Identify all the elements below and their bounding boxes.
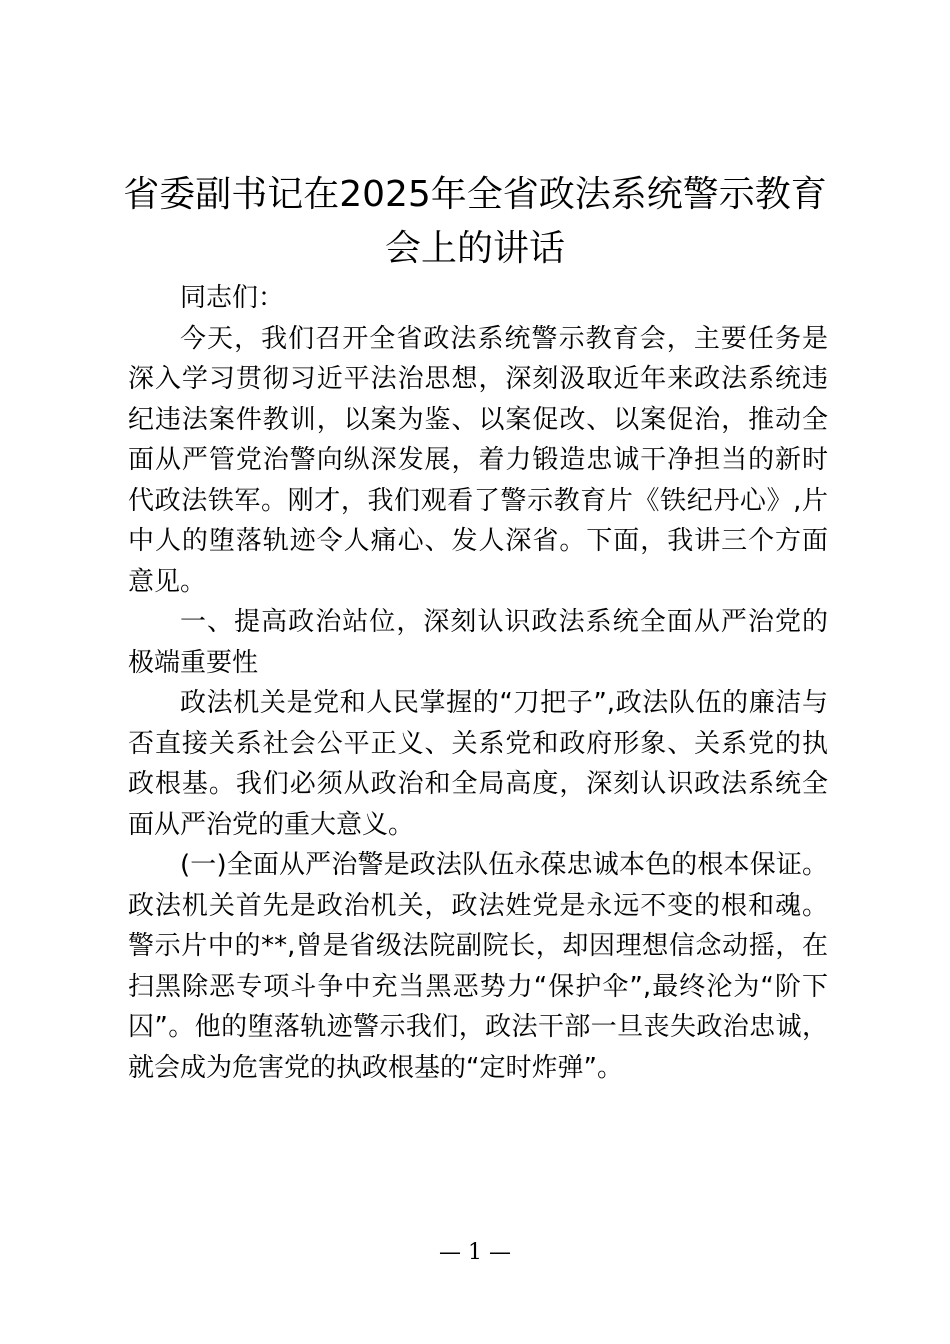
document-title: 省委副书记在2025年全省政法系统警示教育会上的讲话 [123, 174, 827, 269]
paragraph-subsection-1: (一)全面从严治警是政法队伍永葆忠诚本色的根本保证。政法机关首先是政治机关，政法姓党是永远不变的根和魂。警示片中的**,曾是省级法院副院长，却因理想信念动摇，在扫黑除恶专项斗争中充当黑恶势力“保护伞”,最终沦为“阶下囚”。他的堕落轨迹警示我们，政法干部一旦丧失政治忠诚，就会成为危害党的执政根基的“定时炸弹”。 [128, 850, 828, 1083]
salutation: 同志们： [180, 283, 285, 313]
paragraph-intro: 今天，我们召开全省政法系统警示教育会，主要任务是深入学习贯彻习近平法治思想，深刻汲取近年来政法系统违纪违法案件教训，以案为鉴、以案促改、以案促治，推动全面从严管党治警向纵深发展，着力锻造忠诚干净担当的新时代政法铁军。刚才，我们观看了警示教育片《铁纪丹心》,片中人的堕落轨迹令人痛心、发人深省。下面，我讲三个方面意见。 [128, 323, 828, 597]
page-number: — 1 — [439, 1240, 511, 1265]
paragraph-section-1: 政法机关是党和人民掌握的“刀把子”,政法队伍的廉洁与否直接关系社会公平正义、关系党和政府形象、关系党的执政根基。我们必须从政治和全局高度，深刻认识政法系统全面从严治党的重大意义。 [128, 688, 828, 840]
section-heading-1: 一、提高政治站位，深刻认识政法系统全面从严治党的极端重要性 [128, 607, 828, 678]
document-body [128, 278, 828, 1088]
